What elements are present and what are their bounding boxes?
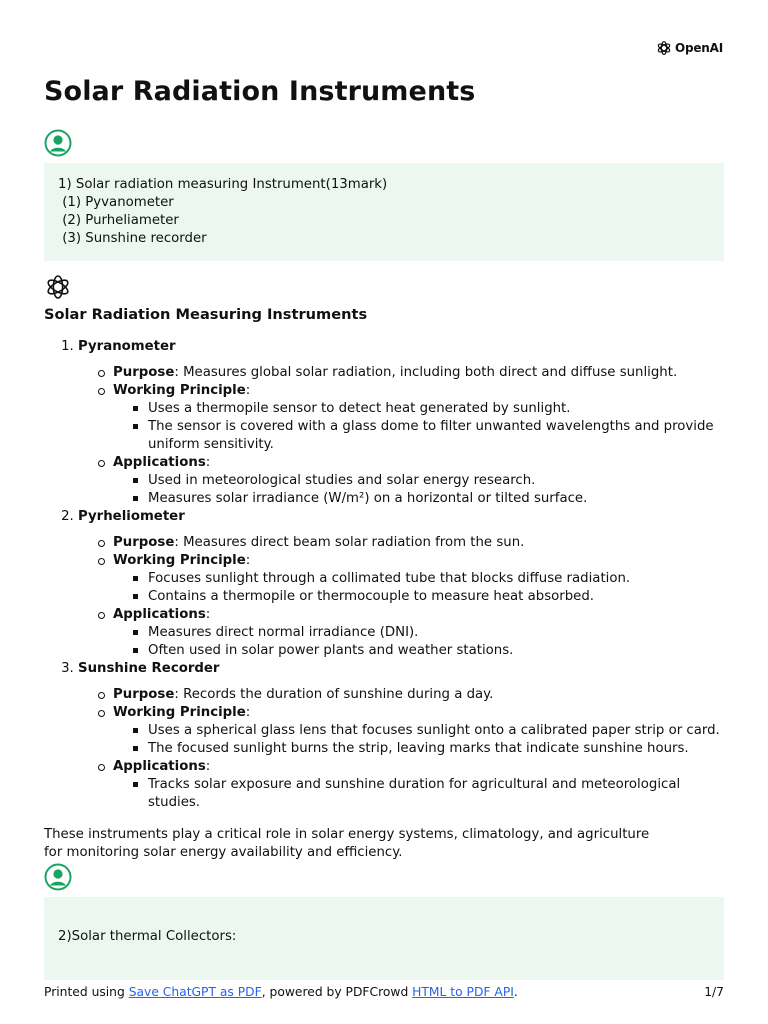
principle-point: Working Principle: Uses a thermopile sensor to detect heat generated by sunlight. The sensor is covered with a glass dome to filter unwanted wavelengths and provide uniform sensitivity.	[113, 382, 734, 454]
purpose-point: Purpose: Measures global solar radiation, including both direct and diffuse sunlight.	[113, 364, 734, 382]
principle-detail: The sensor is covered with a glass dome to filter unwanted wavelengths and provide uniform sensitivity.	[148, 418, 734, 454]
applications-point: Applications: Measures direct normal irradiance (DNI). Often used in solar power plants and weather stations.	[113, 606, 734, 660]
closing-paragraph: These instruments play a critical role in solar energy systems, climatology, and agriculture for monitoring solar energy availability and efficiency.	[44, 827, 650, 860]
purpose-point: Purpose: Records the duration of sunshine during a day.	[113, 686, 734, 704]
user-message-line: (1) Pyvanometer	[58, 195, 174, 210]
application-detail: Tracks solar exposure and sunshine duration for agricultural and meteorological studies.	[148, 776, 734, 812]
principle-point: Working Principle: Uses a spherical glass lens that focuses sunlight onto a calibrated paper strip or card. The focused sunlight burns the strip, leaving marks that indicate sunshine hours.	[113, 704, 734, 758]
applications-point: Applications: Tracks solar exposure and sunshine duration for agricultural and meteorological studies.	[113, 758, 734, 812]
page-title: Solar Radiation Instruments	[44, 76, 476, 107]
user-message-line: 1) Solar radiation measuring Instrument(13mark)	[58, 177, 388, 192]
chatgpt-logo-icon	[44, 273, 72, 301]
brand-name: OpenAI	[674, 41, 723, 55]
principle-detail: Uses a spherical glass lens that focuses sunlight onto a calibrated paper strip or card.	[148, 722, 734, 740]
instrument-title: 1. Pyranometer	[78, 339, 176, 354]
html-to-pdf-api-link[interactable]: HTML to PDF API	[412, 985, 514, 999]
openai-logo-icon	[656, 40, 672, 56]
footer-credit: Printed using Save ChatGPT as PDF, powered by PDFCrowd HTML to PDF API.	[44, 985, 518, 999]
instrument-list	[44, 338, 734, 812]
user-avatar-icon	[44, 863, 72, 891]
assistant-message	[44, 306, 734, 862]
user-message-line: 2)Solar thermal Collectors:	[58, 929, 237, 944]
principle-detail: Focuses sunlight through a collimated tube that blocks diffuse radiation.	[148, 570, 734, 588]
user-message	[44, 897, 724, 980]
user-avatar-icon	[44, 129, 72, 157]
principle-detail: The focused sunlight burns the strip, leaving marks that indicate sunshine hours.	[148, 740, 734, 758]
user-message-line: (3) Sunshine recorder	[58, 231, 207, 246]
print-footer	[44, 985, 724, 999]
application-detail: Measures direct normal irradiance (DNI).	[148, 624, 734, 642]
instrument-title: 3. Sunshine Recorder	[78, 661, 220, 676]
instrument-item	[78, 508, 734, 660]
page-number: 1/7	[704, 985, 724, 999]
principle-detail: Uses a thermopile sensor to detect heat generated by sunlight.	[148, 400, 734, 418]
application-detail: Often used in solar power plants and weather stations.	[148, 642, 734, 660]
application-detail: Measures solar irradiance (W/m²) on a horizontal or tilted surface.	[148, 490, 734, 508]
instrument-item	[78, 338, 734, 508]
instrument-title: 2. Pyrheliometer	[78, 509, 185, 524]
principle-detail: Contains a thermopile or thermocouple to measure heat absorbed.	[148, 588, 734, 606]
purpose-point: Purpose: Measures direct beam solar radiation from the sun.	[113, 534, 734, 552]
principle-point: Working Principle: Focuses sunlight through a collimated tube that blocks diffuse radiation. Contains a thermopile or thermocouple to measure heat absorbed.	[113, 552, 734, 606]
answer-heading: Solar Radiation Measuring Instruments	[44, 306, 368, 323]
openai-brand	[656, 40, 723, 56]
user-message-line: (2) Purheliameter	[58, 213, 179, 228]
instrument-item	[78, 660, 734, 812]
save-chatgpt-pdf-link[interactable]: Save ChatGPT as PDF	[128, 985, 262, 999]
application-detail: Used in meteorological studies and solar energy research.	[148, 472, 734, 490]
user-message	[44, 163, 724, 261]
applications-point: Applications: Used in meteorological studies and solar energy research. Measures solar irradiance (W/m²) on a horizontal or tilted surface.	[113, 454, 734, 508]
